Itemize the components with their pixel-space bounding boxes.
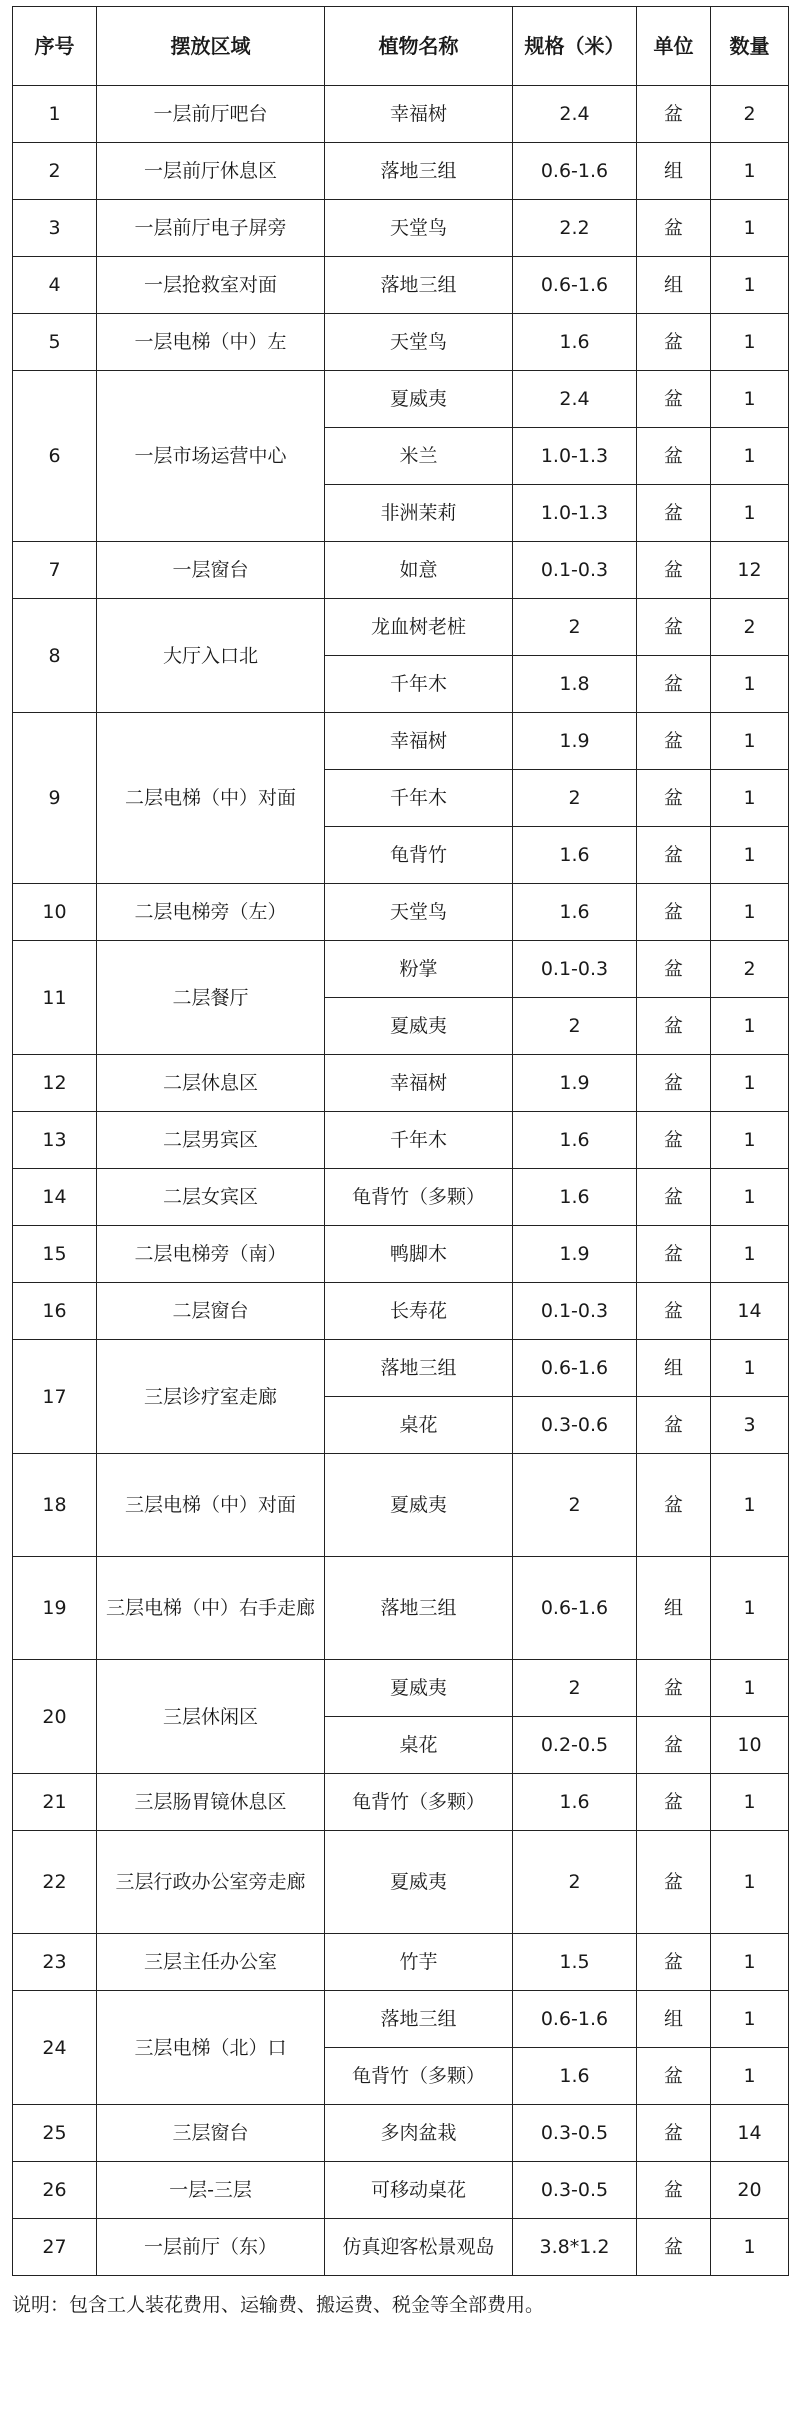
cell-plant: 夏威夷 xyxy=(325,371,513,428)
cell-unit: 盆 xyxy=(637,1660,711,1717)
cell-spec: 0.1-0.3 xyxy=(513,941,637,998)
cell-qty: 1 xyxy=(711,713,789,770)
cell-spec: 2.4 xyxy=(513,371,637,428)
cell-unit: 盆 xyxy=(637,941,711,998)
cell-unit: 盆 xyxy=(637,1055,711,1112)
cell-spec: 1.9 xyxy=(513,1055,637,1112)
cell-plant: 龙血树老桩 xyxy=(325,599,513,656)
cell-spec: 1.6 xyxy=(513,1112,637,1169)
table-row xyxy=(13,941,789,998)
cell-spec: 0.6-1.6 xyxy=(513,1557,637,1660)
cell-plant: 落地三组 xyxy=(325,1340,513,1397)
cell-qty: 1 xyxy=(711,1831,789,1934)
cell-plant: 夏威夷 xyxy=(325,1454,513,1557)
table-row xyxy=(13,1283,789,1340)
cell-no: 15 xyxy=(13,1226,97,1283)
cell-area: 二层电梯（中）对面 xyxy=(97,713,325,884)
cell-plant: 如意 xyxy=(325,542,513,599)
cell-area: 三层主任办公室 xyxy=(97,1934,325,1991)
cell-plant: 桌花 xyxy=(325,1717,513,1774)
cell-plant: 天堂鸟 xyxy=(325,314,513,371)
cell-area: 三层窗台 xyxy=(97,2105,325,2162)
table-header-row xyxy=(13,7,789,86)
table-row xyxy=(13,2105,789,2162)
header-unit: 单位 xyxy=(637,7,711,86)
cell-spec: 0.3-0.5 xyxy=(513,2162,637,2219)
cell-unit: 盆 xyxy=(637,371,711,428)
cell-unit: 盆 xyxy=(637,428,711,485)
cell-spec: 0.2-0.5 xyxy=(513,1717,637,1774)
cell-qty: 1 xyxy=(711,2219,789,2276)
cell-plant: 仿真迎客松景观岛 xyxy=(325,2219,513,2276)
cell-no: 17 xyxy=(13,1340,97,1454)
cell-area: 大厅入口北 xyxy=(97,599,325,713)
cell-spec: 0.6-1.6 xyxy=(513,1991,637,2048)
cell-area: 三层电梯（中）对面 xyxy=(97,1454,325,1557)
cell-spec: 1.6 xyxy=(513,314,637,371)
cell-spec: 2 xyxy=(513,1831,637,1934)
cell-qty: 1 xyxy=(711,1934,789,1991)
cell-unit: 盆 xyxy=(637,884,711,941)
table-row xyxy=(13,1660,789,1717)
cell-plant: 天堂鸟 xyxy=(325,200,513,257)
cell-qty: 1 xyxy=(711,1557,789,1660)
cell-plant: 夏威夷 xyxy=(325,1660,513,1717)
cell-unit: 盆 xyxy=(637,1934,711,1991)
cell-qty: 1 xyxy=(711,884,789,941)
table-row xyxy=(13,1055,789,1112)
cell-spec: 1.9 xyxy=(513,1226,637,1283)
cell-area: 一层前厅电子屏旁 xyxy=(97,200,325,257)
cell-unit: 盆 xyxy=(637,1169,711,1226)
cell-plant: 多肉盆栽 xyxy=(325,2105,513,2162)
table-row xyxy=(13,2162,789,2219)
cell-area: 一层抢救室对面 xyxy=(97,257,325,314)
cell-spec: 1.9 xyxy=(513,713,637,770)
cell-no: 23 xyxy=(13,1934,97,1991)
table-row xyxy=(13,1340,789,1397)
cell-no: 6 xyxy=(13,371,97,542)
cell-spec: 1.6 xyxy=(513,884,637,941)
cell-area: 三层休闲区 xyxy=(97,1660,325,1774)
cell-area: 一层-三层 xyxy=(97,2162,325,2219)
cell-qty: 1 xyxy=(711,827,789,884)
table-row xyxy=(13,257,789,314)
cell-area: 一层窗台 xyxy=(97,542,325,599)
table-row xyxy=(13,1169,789,1226)
cell-plant: 夏威夷 xyxy=(325,998,513,1055)
cell-qty: 1 xyxy=(711,1055,789,1112)
cell-plant: 龟背竹 xyxy=(325,827,513,884)
cell-qty: 10 xyxy=(711,1717,789,1774)
table-row xyxy=(13,599,789,656)
cell-unit: 组 xyxy=(637,143,711,200)
cell-unit: 盆 xyxy=(637,1397,711,1454)
cell-spec: 0.6-1.6 xyxy=(513,143,637,200)
cell-spec: 2.2 xyxy=(513,200,637,257)
cell-no: 2 xyxy=(13,143,97,200)
cell-qty: 1 xyxy=(711,1226,789,1283)
cell-unit: 盆 xyxy=(637,200,711,257)
cell-qty: 1 xyxy=(711,1660,789,1717)
cell-unit: 盆 xyxy=(637,1717,711,1774)
cell-spec: 0.1-0.3 xyxy=(513,542,637,599)
plant-placement-table xyxy=(12,6,789,2276)
table-row xyxy=(13,1934,789,1991)
cell-unit: 盆 xyxy=(637,1226,711,1283)
cell-area: 三层电梯（北）口 xyxy=(97,1991,325,2105)
cell-spec: 2 xyxy=(513,1454,637,1557)
cell-no: 5 xyxy=(13,314,97,371)
cell-area: 一层前厅休息区 xyxy=(97,143,325,200)
table-row xyxy=(13,143,789,200)
cell-spec: 3.8*1.2 xyxy=(513,2219,637,2276)
cell-plant: 桌花 xyxy=(325,1397,513,1454)
cell-unit: 组 xyxy=(637,1991,711,2048)
cell-spec: 0.6-1.6 xyxy=(513,1340,637,1397)
cell-unit: 盆 xyxy=(637,485,711,542)
table-row xyxy=(13,1991,789,2048)
cell-spec: 0.6-1.6 xyxy=(513,257,637,314)
cell-qty: 1 xyxy=(711,314,789,371)
cell-unit: 盆 xyxy=(637,2219,711,2276)
cell-spec: 0.3-0.5 xyxy=(513,2105,637,2162)
cell-unit: 盆 xyxy=(637,1112,711,1169)
header-spec: 规格（米） xyxy=(513,7,637,86)
table-row xyxy=(13,1774,789,1831)
cell-qty: 1 xyxy=(711,1340,789,1397)
cell-area: 二层男宾区 xyxy=(97,1112,325,1169)
cell-qty: 1 xyxy=(711,257,789,314)
cell-no: 7 xyxy=(13,542,97,599)
header-qty: 数量 xyxy=(711,7,789,86)
cell-qty: 2 xyxy=(711,86,789,143)
cell-spec: 1.0-1.3 xyxy=(513,485,637,542)
cell-area: 一层电梯（中）左 xyxy=(97,314,325,371)
footnote: 说明：包含工人装花费用、运输费、搬运费、税金等全部费用。 xyxy=(12,2294,545,2316)
cell-plant: 夏威夷 xyxy=(325,1831,513,1934)
cell-qty: 1 xyxy=(711,1991,789,2048)
cell-unit: 组 xyxy=(637,257,711,314)
cell-no: 16 xyxy=(13,1283,97,1340)
cell-unit: 盆 xyxy=(637,1283,711,1340)
cell-spec: 2 xyxy=(513,599,637,656)
cell-unit: 盆 xyxy=(637,770,711,827)
cell-area: 二层电梯旁（左） xyxy=(97,884,325,941)
table-row xyxy=(13,1831,789,1934)
cell-qty: 20 xyxy=(711,2162,789,2219)
cell-area: 一层市场运营中心 xyxy=(97,371,325,542)
cell-qty: 1 xyxy=(711,485,789,542)
cell-spec: 1.6 xyxy=(513,2048,637,2105)
cell-plant: 龟背竹（多颗） xyxy=(325,2048,513,2105)
cell-plant: 粉掌 xyxy=(325,941,513,998)
table-row xyxy=(13,1557,789,1660)
cell-qty: 2 xyxy=(711,599,789,656)
cell-qty: 1 xyxy=(711,1112,789,1169)
cell-no: 1 xyxy=(13,86,97,143)
cell-unit: 盆 xyxy=(637,827,711,884)
table-row xyxy=(13,371,789,428)
cell-unit: 组 xyxy=(637,1340,711,1397)
cell-spec: 0.1-0.3 xyxy=(513,1283,637,1340)
cell-qty: 1 xyxy=(711,770,789,827)
cell-unit: 盆 xyxy=(637,599,711,656)
cell-unit: 盆 xyxy=(637,713,711,770)
table-row xyxy=(13,1454,789,1557)
table-row xyxy=(13,713,789,770)
cell-qty: 2 xyxy=(711,941,789,998)
cell-no: 3 xyxy=(13,200,97,257)
cell-unit: 盆 xyxy=(637,998,711,1055)
cell-area: 三层肠胃镜休息区 xyxy=(97,1774,325,1831)
cell-plant: 落地三组 xyxy=(325,143,513,200)
cell-no: 12 xyxy=(13,1055,97,1112)
cell-plant: 鸭脚木 xyxy=(325,1226,513,1283)
cell-spec: 1.6 xyxy=(513,1774,637,1831)
cell-spec: 1.0-1.3 xyxy=(513,428,637,485)
table-row xyxy=(13,2219,789,2276)
cell-no: 22 xyxy=(13,1831,97,1934)
cell-unit: 盆 xyxy=(637,542,711,599)
table-row xyxy=(13,1112,789,1169)
cell-qty: 1 xyxy=(711,200,789,257)
cell-no: 19 xyxy=(13,1557,97,1660)
cell-plant: 千年木 xyxy=(325,1112,513,1169)
cell-unit: 盆 xyxy=(637,1454,711,1557)
table-row xyxy=(13,542,789,599)
cell-plant: 千年木 xyxy=(325,770,513,827)
cell-spec: 2.4 xyxy=(513,86,637,143)
document-page xyxy=(12,6,788,2317)
cell-area: 一层前厅吧台 xyxy=(97,86,325,143)
cell-no: 24 xyxy=(13,1991,97,2105)
cell-area: 二层女宾区 xyxy=(97,1169,325,1226)
cell-qty: 1 xyxy=(711,2048,789,2105)
table-row xyxy=(13,314,789,371)
table-row xyxy=(13,86,789,143)
cell-no: 18 xyxy=(13,1454,97,1557)
cell-plant: 可移动桌花 xyxy=(325,2162,513,2219)
cell-area: 三层诊疗室走廊 xyxy=(97,1340,325,1454)
cell-plant: 幸福树 xyxy=(325,713,513,770)
table-row xyxy=(13,884,789,941)
header-no: 序号 xyxy=(13,7,97,86)
table-row xyxy=(13,1226,789,1283)
cell-unit: 组 xyxy=(637,1557,711,1660)
cell-qty: 1 xyxy=(711,371,789,428)
cell-no: 11 xyxy=(13,941,97,1055)
cell-area: 三层行政办公室旁走廊 xyxy=(97,1831,325,1934)
cell-plant: 米兰 xyxy=(325,428,513,485)
table-body xyxy=(13,86,789,2276)
cell-no: 20 xyxy=(13,1660,97,1774)
cell-no: 13 xyxy=(13,1112,97,1169)
cell-plant: 落地三组 xyxy=(325,1991,513,2048)
cell-spec: 1.6 xyxy=(513,827,637,884)
cell-unit: 盆 xyxy=(637,314,711,371)
cell-plant: 龟背竹（多颗） xyxy=(325,1774,513,1831)
cell-qty: 1 xyxy=(711,143,789,200)
cell-unit: 盆 xyxy=(637,2162,711,2219)
cell-no: 9 xyxy=(13,713,97,884)
cell-plant: 幸福树 xyxy=(325,1055,513,1112)
cell-unit: 盆 xyxy=(637,1774,711,1831)
cell-plant: 竹芋 xyxy=(325,1934,513,1991)
header-plant: 植物名称 xyxy=(325,7,513,86)
cell-plant: 长寿花 xyxy=(325,1283,513,1340)
cell-spec: 2 xyxy=(513,770,637,827)
table-row xyxy=(13,200,789,257)
cell-qty: 1 xyxy=(711,1454,789,1557)
cell-unit: 盆 xyxy=(637,1831,711,1934)
cell-no: 4 xyxy=(13,257,97,314)
cell-plant: 千年木 xyxy=(325,656,513,713)
cell-spec: 0.3-0.6 xyxy=(513,1397,637,1454)
cell-qty: 1 xyxy=(711,1169,789,1226)
cell-plant: 龟背竹（多颗） xyxy=(325,1169,513,1226)
cell-area: 一层前厅（东） xyxy=(97,2219,325,2276)
cell-no: 8 xyxy=(13,599,97,713)
cell-qty: 12 xyxy=(711,542,789,599)
cell-spec: 2 xyxy=(513,998,637,1055)
cell-area: 二层窗台 xyxy=(97,1283,325,1340)
cell-spec: 2 xyxy=(513,1660,637,1717)
cell-spec: 1.5 xyxy=(513,1934,637,1991)
cell-plant: 非洲茉莉 xyxy=(325,485,513,542)
cell-qty: 3 xyxy=(711,1397,789,1454)
cell-unit: 盆 xyxy=(637,2048,711,2105)
header-area: 摆放区域 xyxy=(97,7,325,86)
cell-unit: 盆 xyxy=(637,656,711,713)
cell-no: 10 xyxy=(13,884,97,941)
cell-area: 三层电梯（中）右手走廊 xyxy=(97,1557,325,1660)
cell-no: 14 xyxy=(13,1169,97,1226)
cell-spec: 1.6 xyxy=(513,1169,637,1226)
cell-qty: 1 xyxy=(711,1774,789,1831)
cell-plant: 落地三组 xyxy=(325,1557,513,1660)
cell-area: 二层休息区 xyxy=(97,1055,325,1112)
cell-plant: 天堂鸟 xyxy=(325,884,513,941)
cell-qty: 14 xyxy=(711,2105,789,2162)
cell-plant: 落地三组 xyxy=(325,257,513,314)
cell-qty: 1 xyxy=(711,656,789,713)
cell-no: 21 xyxy=(13,1774,97,1831)
cell-spec: 1.8 xyxy=(513,656,637,713)
cell-plant: 幸福树 xyxy=(325,86,513,143)
cell-unit: 盆 xyxy=(637,86,711,143)
cell-unit: 盆 xyxy=(637,2105,711,2162)
cell-no: 26 xyxy=(13,2162,97,2219)
cell-qty: 1 xyxy=(711,428,789,485)
cell-no: 27 xyxy=(13,2219,97,2276)
cell-qty: 1 xyxy=(711,998,789,1055)
cell-no: 25 xyxy=(13,2105,97,2162)
cell-qty: 14 xyxy=(711,1283,789,1340)
cell-area: 二层餐厅 xyxy=(97,941,325,1055)
cell-area: 二层电梯旁（南） xyxy=(97,1226,325,1283)
